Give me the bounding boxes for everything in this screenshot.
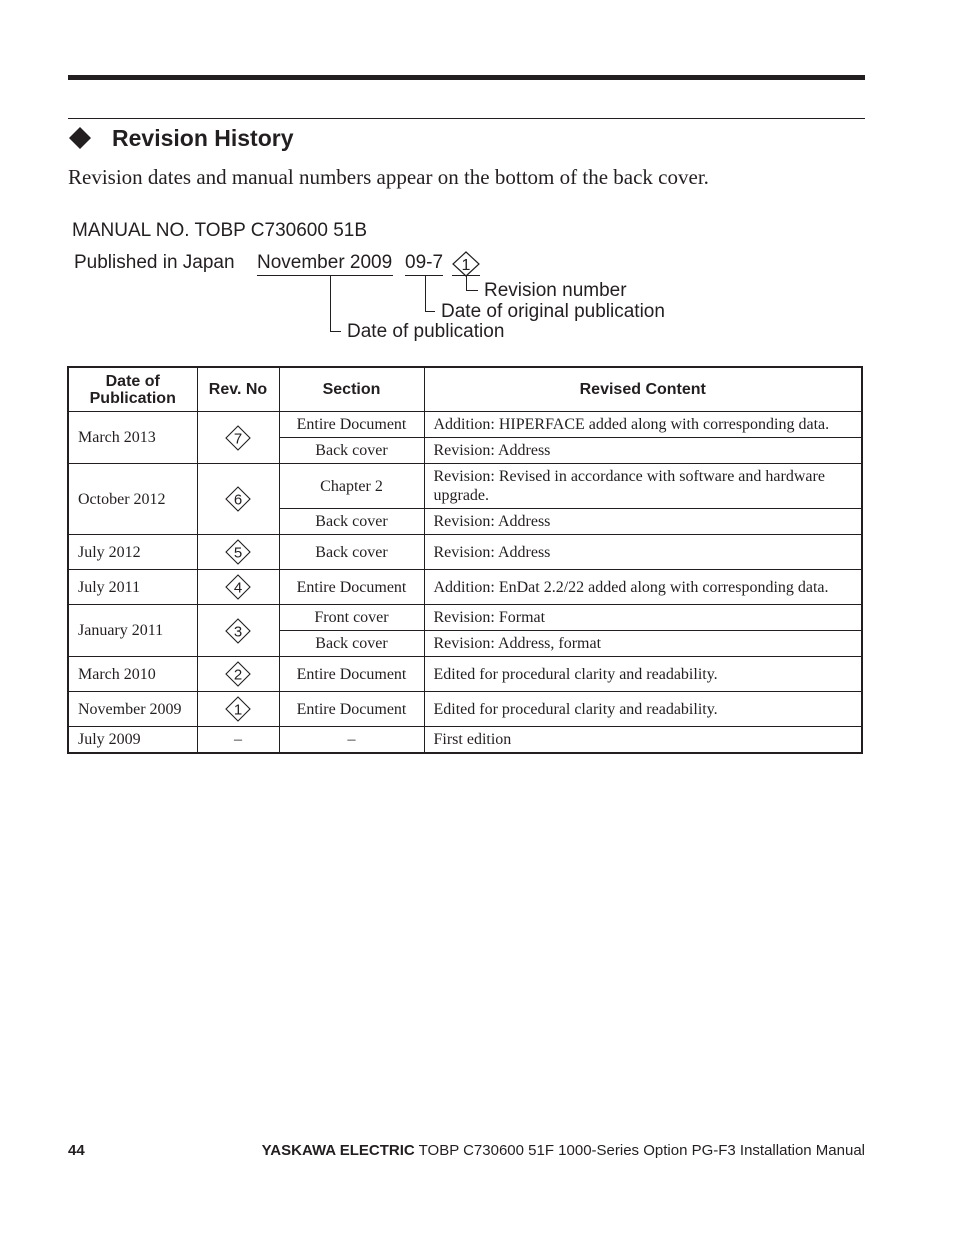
section-cell: Entire Document (279, 412, 424, 438)
top-thick-rule (68, 75, 865, 80)
published-in-label: Published in Japan (74, 252, 235, 273)
revision-badge-icon (225, 574, 251, 600)
table-header-row (68, 367, 862, 412)
section-cell: Entire Document (279, 692, 424, 727)
code-underline (405, 275, 443, 276)
svg-text:7: 7 (233, 430, 243, 447)
date-cell: March 2013 (68, 412, 197, 464)
publication-code-example: 09-7 (405, 252, 444, 273)
manual-number-example: MANUAL NO. TOBP C730600 51B (72, 220, 368, 241)
publication-date-label: Date of publication (347, 321, 505, 342)
revision-badge-icon (225, 486, 251, 512)
section-cell: Entire Document (279, 570, 424, 605)
connector-line (425, 311, 435, 312)
rev-cell (197, 570, 279, 605)
date-cell: July 2012 (68, 535, 197, 570)
table-row (68, 605, 862, 631)
diamond-bullet-icon (68, 126, 92, 150)
date-cell: January 2011 (68, 605, 197, 657)
table-row (68, 412, 862, 438)
revision-badge-icon (225, 425, 251, 451)
revision-badge-icon (225, 618, 251, 644)
connector-line (466, 290, 478, 291)
top-thin-rule (68, 118, 865, 119)
connector-line (466, 276, 467, 290)
rev-cell (197, 412, 279, 464)
svg-text:1: 1 (233, 701, 243, 719)
section-cell: Chapter 2 (279, 464, 424, 509)
table-row (68, 464, 862, 509)
revision-badge-icon (452, 251, 480, 277)
connector-line (330, 276, 331, 331)
rev-cell (197, 692, 279, 727)
header-section: Section (279, 367, 424, 412)
section-heading (68, 122, 294, 154)
page-title: Revision History (112, 124, 294, 151)
svg-text:2: 2 (233, 666, 243, 684)
revision-badge-icon (225, 661, 251, 687)
connector-line (425, 276, 426, 311)
section-cell: – (279, 727, 424, 754)
section-cell: Back cover (279, 631, 424, 657)
date-cell: July 2011 (68, 570, 197, 605)
header-content: Revised Content (424, 367, 862, 412)
section-cell: Back cover (279, 535, 424, 570)
content-cell: Revision: Address (424, 438, 862, 464)
rev-cell: – (197, 727, 279, 754)
rev-cell (197, 535, 279, 570)
section-cell: Front cover (279, 605, 424, 631)
content-cell: Revision: Address, format (424, 631, 862, 657)
section-cell: Back cover (279, 509, 424, 535)
svg-text:3: 3 (233, 623, 243, 640)
date-cell: July 2009 (68, 727, 197, 754)
content-cell: Revision: Format (424, 605, 862, 631)
content-cell: Edited for procedural clarity and readability. (424, 657, 862, 692)
rev-cell (197, 464, 279, 535)
section-cell: Entire Document (279, 657, 424, 692)
table-row (68, 535, 862, 570)
revision-badge-icon (225, 696, 251, 722)
revision-badge-number: 1 (461, 257, 471, 274)
content-cell: Revision: Address (424, 535, 862, 570)
content-cell: Edited for procedural clarity and readability. (424, 692, 862, 727)
content-cell: Addition: HIPERFACE added along with corresponding data. (424, 412, 862, 438)
intro-paragraph: Revision dates and manual numbers appear on the bottom of the back cover. (68, 165, 709, 189)
svg-text:5: 5 (233, 544, 243, 562)
content-cell: First edition (424, 727, 862, 754)
svg-text:6: 6 (233, 491, 243, 509)
table-row (68, 692, 862, 727)
date-cell: October 2012 (68, 464, 197, 535)
rev-cell (197, 657, 279, 692)
original-date-label: Date of original publication (441, 301, 665, 322)
content-cell: Addition: EnDat 2.2/22 added along with corresponding data. (424, 570, 862, 605)
rev-cell (197, 605, 279, 657)
date-underline (257, 275, 393, 276)
content-cell: Revision: Revised in accordance with software and hardware upgrade. (424, 464, 862, 509)
svg-text:4: 4 (233, 579, 243, 597)
content-cell: Revision: Address (424, 509, 862, 535)
header-rev: Rev. No (197, 367, 279, 412)
date-cell: March 2010 (68, 657, 197, 692)
footer-brand: YASKAWA ELECTRIC (261, 1142, 415, 1159)
section-cell: Back cover (279, 438, 424, 464)
table-row (68, 657, 862, 692)
date-cell: November 2009 (68, 692, 197, 727)
revision-number-label: Revision number (484, 280, 627, 301)
table-row (68, 570, 862, 605)
footer-title (262, 1142, 865, 1159)
revision-table (67, 366, 863, 754)
page-number: 44 (68, 1142, 85, 1159)
publication-date-example: November 2009 (257, 252, 393, 273)
connector-line (330, 331, 341, 332)
revision-badge-icon (225, 539, 251, 565)
header-date: Date of Publication (68, 367, 197, 412)
footer-manual-title: TOBP C730600 51F 1000-Series Option PG-F3 Installation Manual (414, 1142, 865, 1159)
table-row (68, 727, 862, 754)
